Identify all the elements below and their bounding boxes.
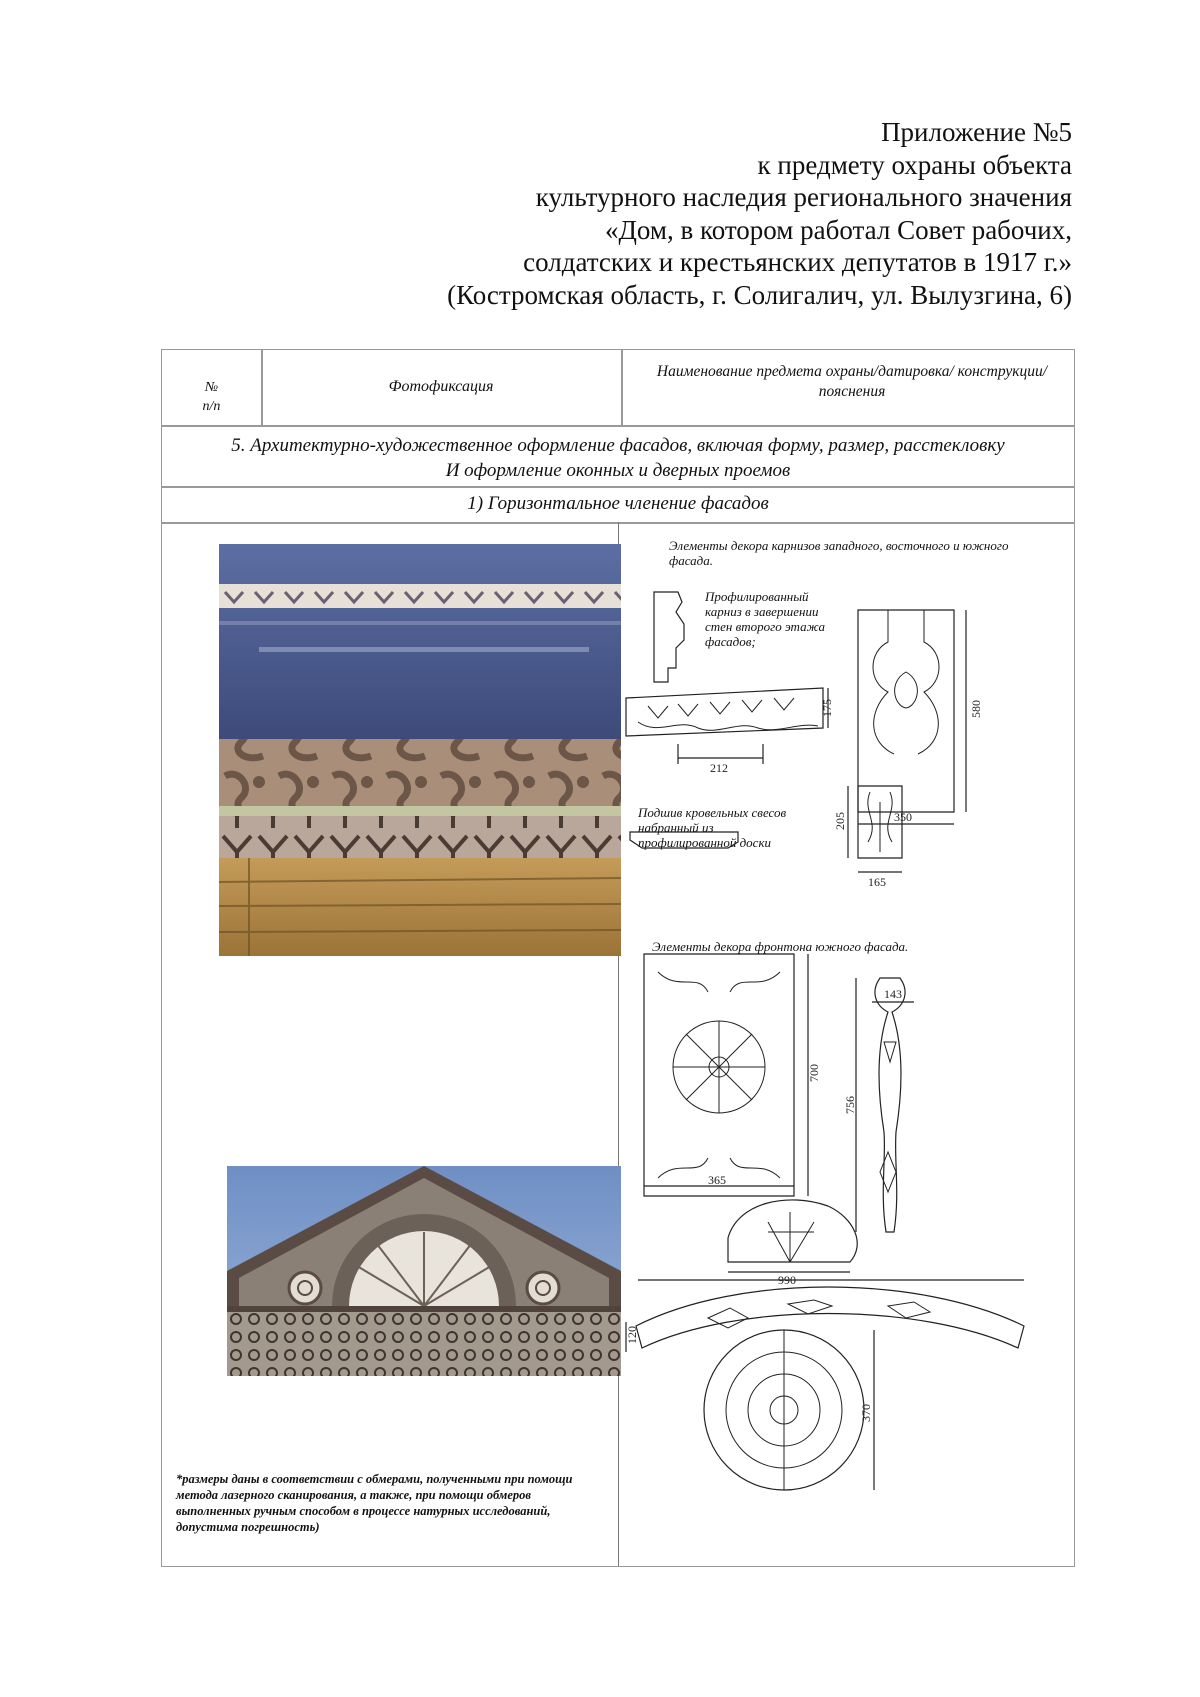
pendant-drawing bbox=[875, 978, 905, 1232]
gable-photo-image bbox=[227, 1166, 621, 1376]
measured-drawings bbox=[618, 522, 1074, 1566]
header-line: к предмету охраны объекта bbox=[757, 149, 1072, 180]
header-line: (Костромская область, г. Солигалич, ул. Вылузгина, 6) bbox=[447, 279, 1072, 310]
protection-table bbox=[161, 349, 1075, 1567]
bracket-drawing bbox=[858, 610, 954, 812]
cornice-photo bbox=[219, 544, 621, 956]
dim-label: 350 bbox=[894, 810, 912, 824]
section-title: И оформление оконных и дверных проемов bbox=[445, 460, 791, 481]
gable-panel-ornament bbox=[658, 972, 780, 1178]
column-header-photo: Фотофиксация bbox=[388, 378, 494, 395]
footnote: *размеры даны в соответствии с обмерами, полученными при помощи метода лазерного сканирования, а также, при помощи обмеров выполненных ручным способом в процессе натурных исследований, допустима погрешность) bbox=[176, 1472, 573, 1534]
dim-label: 580 bbox=[969, 700, 983, 718]
dim-label: 165 bbox=[868, 875, 886, 889]
dim-label: 700 bbox=[807, 1064, 821, 1082]
caption-profile-cornice: Профилированный карниз в завершении стен второго этажа фасадов; bbox=[705, 589, 826, 649]
dim-label: 175 bbox=[820, 699, 834, 717]
header-line: солдатских и крестьянских депутатов в 1917 г.» bbox=[523, 247, 1072, 277]
column-header-description: Наименование предмета охраны/датировка/ конструкции/пояснения bbox=[656, 363, 1048, 400]
dim-label: 143 bbox=[884, 987, 902, 1001]
caption-gable-elements: Элементы декора фронтона южного фасада. bbox=[652, 939, 909, 954]
cornice-photo-image bbox=[219, 544, 621, 956]
subsection-title: 1) Горизонтальное членение фасадов bbox=[467, 493, 769, 514]
col-divider bbox=[621, 350, 623, 425]
fan-drawing bbox=[728, 1200, 857, 1262]
gable-photo bbox=[227, 1166, 621, 1376]
section-title: 5. Архитектурно-художественное оформление фасадов, включая форму, размер, расстекловку bbox=[231, 435, 1005, 456]
dim-label: 756 bbox=[843, 1096, 857, 1114]
appendix-header bbox=[447, 116, 1072, 311]
dim-label: 365 bbox=[708, 1173, 726, 1187]
dim-label: 205 bbox=[833, 812, 847, 830]
row-divider bbox=[162, 486, 1074, 488]
dim-label: 120 bbox=[625, 1326, 639, 1344]
cornice-profile-drawing bbox=[654, 592, 684, 682]
cornice-band-motifs bbox=[638, 698, 818, 730]
caption-soffit: Подшив кровельных свесов набранный из профилированной доски bbox=[638, 805, 787, 850]
bracket-ornament bbox=[873, 610, 939, 754]
dim-label: 990 bbox=[778, 1273, 796, 1287]
header-line: Приложение №5 bbox=[881, 117, 1072, 147]
arch-band-drawing bbox=[636, 1287, 1024, 1348]
row-divider bbox=[162, 425, 1074, 427]
header-line: «Дом, в котором работал Совет рабочих, bbox=[604, 214, 1072, 245]
soffit-profile-drawing bbox=[630, 832, 738, 848]
dim-label: 370 bbox=[859, 1404, 873, 1422]
column-header-number: № п/п bbox=[202, 380, 221, 414]
caption-cornice-elements: Элементы декора карнизов западного, восточного и южного фасада. bbox=[669, 538, 1009, 568]
dim-label: 212 bbox=[710, 761, 728, 775]
header-line: культурного наследия регионального значения bbox=[535, 182, 1072, 212]
